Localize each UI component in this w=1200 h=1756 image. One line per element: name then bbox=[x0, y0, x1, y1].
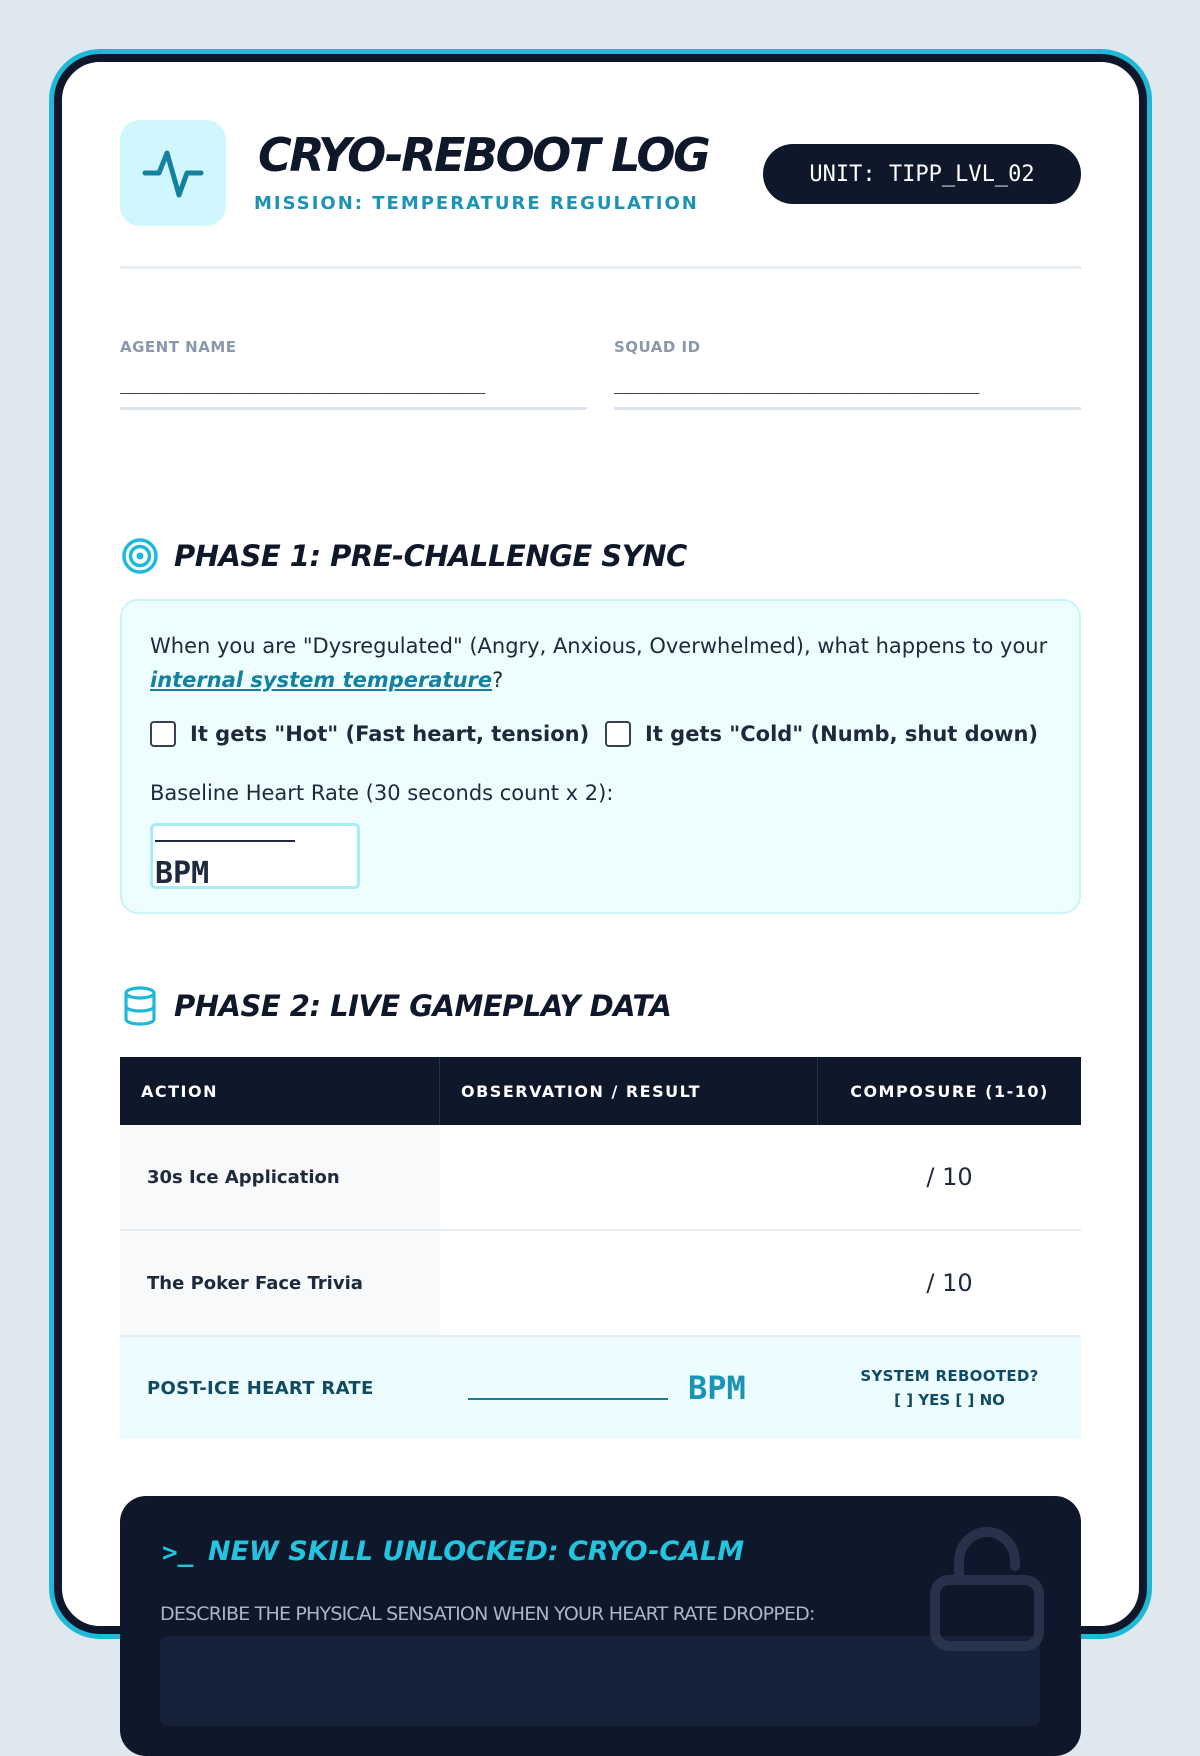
worksheet-card bbox=[54, 54, 1147, 1634]
skill-title: NEW SKILL UNLOCKED: CRYO-CALM bbox=[208, 1536, 745, 1567]
cold-checkbox[interactable] bbox=[605, 721, 631, 747]
table-header-row bbox=[120, 1057, 1081, 1125]
unlock-icon bbox=[929, 1526, 1045, 1652]
phase1-question bbox=[150, 629, 1060, 697]
phase2-title: PHASE 2: LIVE GAMEPLAY DATA bbox=[174, 989, 672, 1023]
system-rebooted-cell[interactable] bbox=[818, 1337, 1081, 1439]
phase1-panel bbox=[120, 599, 1081, 914]
composure-cell[interactable]: / 10 bbox=[926, 1163, 973, 1191]
column-header-action: ACTION bbox=[120, 1057, 440, 1125]
post-ice-label: POST-ICE HEART RATE bbox=[147, 1377, 374, 1399]
question-end: ? bbox=[492, 668, 504, 692]
post-ice-blank-line bbox=[468, 1398, 668, 1400]
system-rebooted-options[interactable]: [ ] YES [ ] NO bbox=[894, 1391, 1005, 1409]
phase2-heading bbox=[120, 986, 671, 1026]
hot-checkbox[interactable] bbox=[150, 721, 176, 747]
composure-cell[interactable]: / 10 bbox=[926, 1269, 973, 1297]
column-header-observation: OBSERVATION / RESULT bbox=[440, 1057, 818, 1125]
page-subtitle: MISSION: TEMPERATURE REGULATION bbox=[254, 193, 699, 214]
phase1-heading bbox=[120, 536, 687, 576]
header-divider bbox=[120, 266, 1081, 269]
agent-name-input[interactable]: _________________________________ bbox=[120, 370, 587, 410]
action-cell: The Poker Face Trivia bbox=[120, 1231, 440, 1335]
worksheet-content bbox=[120, 120, 1081, 1625]
question-text: When you are "Dysregulated" (Angry, Anxious, Overwhelmed), what happens to your bbox=[150, 634, 1048, 658]
logo-badge bbox=[120, 120, 226, 226]
header bbox=[120, 120, 1081, 230]
post-ice-bpm-field[interactable] bbox=[440, 1337, 818, 1439]
column-header-composure: COMPOSURE (1-10) bbox=[850, 1081, 1049, 1101]
agent-name-field[interactable] bbox=[120, 338, 587, 410]
skill-description: DESCRIBE THE PHYSICAL SENSATION WHEN YOUR HEART RATE DROPPED: bbox=[160, 1603, 815, 1625]
system-rebooted-question: SYSTEM REBOOTED? bbox=[860, 1367, 1039, 1385]
observation-cell[interactable] bbox=[440, 1231, 818, 1335]
option-hot[interactable] bbox=[150, 721, 589, 747]
unit-badge: UNIT: TIPP_LVL_02 bbox=[763, 144, 1081, 204]
bpm-unit: BPM bbox=[155, 856, 210, 891]
skill-answer-area[interactable] bbox=[160, 1636, 1040, 1726]
bpm-blank-line bbox=[155, 840, 295, 842]
observation-cell[interactable] bbox=[440, 1125, 818, 1229]
baseline-bpm-input[interactable] bbox=[150, 823, 360, 889]
squad-id-label: SQUAD ID bbox=[614, 338, 701, 356]
heartbeat-icon bbox=[141, 141, 205, 205]
phase1-title: PHASE 1: PRE-CHALLENGE SYNC bbox=[174, 539, 687, 573]
terminal-prompt-icon: >_ bbox=[162, 1538, 194, 1568]
agent-name-label: AGENT NAME bbox=[120, 338, 237, 356]
option-cold[interactable] bbox=[605, 721, 1038, 747]
action-cell: 30s Ice Application bbox=[120, 1125, 440, 1229]
post-ice-row bbox=[120, 1337, 1081, 1439]
skill-unlocked-panel bbox=[120, 1496, 1081, 1756]
table-row bbox=[120, 1125, 1081, 1231]
hot-label: It gets "Hot" (Fast heart, tension) bbox=[190, 722, 590, 746]
post-ice-bpm-unit: BPM bbox=[688, 1369, 746, 1407]
cold-label: It gets "Cold" (Numb, shut down) bbox=[645, 722, 1039, 746]
database-icon bbox=[120, 986, 160, 1026]
question-link[interactable]: internal system temperature bbox=[150, 668, 493, 692]
squad-id-field[interactable] bbox=[614, 338, 1081, 410]
table-row bbox=[120, 1231, 1081, 1337]
page-title: CRYO-REBOOT LOG bbox=[258, 128, 709, 182]
gameplay-table bbox=[120, 1057, 1081, 1439]
target-icon bbox=[120, 536, 160, 576]
squad-id-input[interactable]: _________________________________ bbox=[614, 370, 1081, 410]
identity-fields bbox=[120, 338, 1081, 438]
baseline-heart-rate-label: Baseline Heart Rate (30 seconds count x 2): bbox=[150, 781, 614, 805]
